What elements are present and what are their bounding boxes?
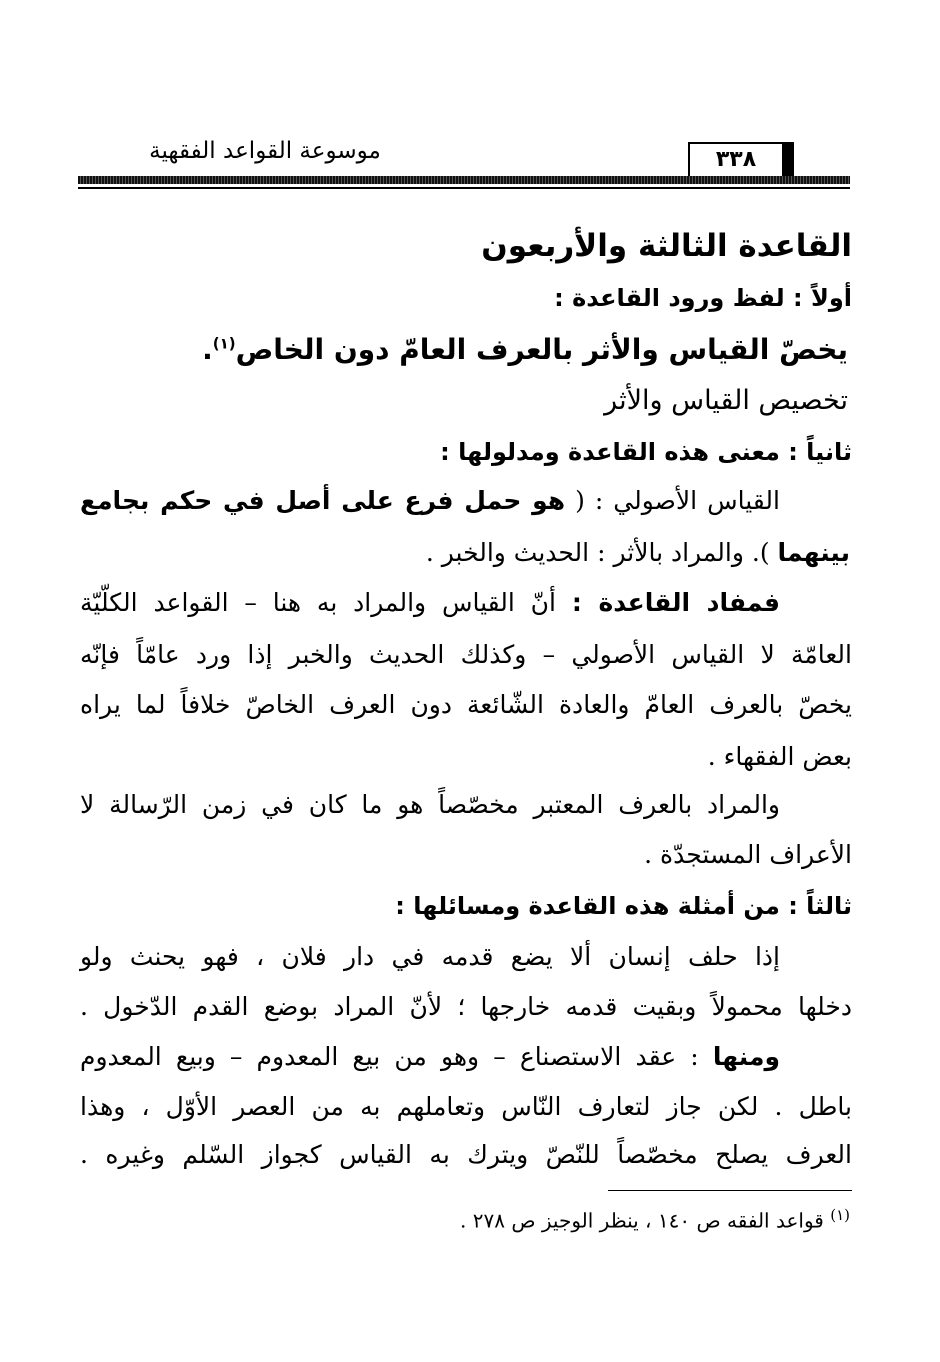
footnote-separator [608,1190,852,1191]
paragraph-2-line-3: يخصّ بالعرف العامّ والعادة الشّائعة دون العرف الخاصّ خلافاً لما يراه [80,690,852,719]
rule-heading: القاعدة الثالثة والأربعون [481,228,852,264]
footnote-text: قواعد الفقه ص ١٤٠ ، ينظر الوجيز ص ٢٧٨ . [460,1208,824,1233]
running-header-title: موسوعة القواعد الفقهية [149,138,381,164]
analogy-definition-end: بينهما [777,538,850,567]
paragraph-2-line-2: العامّة لا القياس الأصولي – وكذلك الحديث والخبر إذا ورد عامّاً فإنّه [80,640,852,669]
paragraph-5-line-1 [80,1042,780,1072]
rule-statement [202,333,848,367]
header-rule-thick [78,176,850,184]
paragraph-1-text: القياس الأصولي : ( [575,486,780,515]
paragraph-3-line-1: والمراد بالعرف المعتبر مخصّصاً هو ما كان في زمن الرّسالة لا [80,790,780,819]
section-heading-3: ثالثاً : من أمثلة هذه القاعدة ومسائلها : [395,892,852,920]
paragraph-5-line-2: باطل . لكن جاز لتعارف النّاس وتعاملهم به من العصر الأوّل ، وهذا [80,1092,852,1121]
footnote-reference: (١) [212,334,236,353]
paragraph-5-text-1: : عقد الاستصناع – وهو من بيع المعدوم – وبيع المعدوم [80,1042,699,1071]
rule-statement-text: يخصّ القياس والأثر بالعرف العامّ دون الخاص [235,333,848,366]
paragraph-5-lead: ومنها [712,1042,780,1071]
alternate-wording: تخصيص القياس والأثر [604,385,848,416]
paragraph-4-line-2: دخلها محمولاً وبقيت قدمه خارجها ؛ لأنّ المراد بوضع القدم الدّخول . [80,992,852,1021]
section-heading-2: ثانياً : معنى هذه القاعدة ومدلولها : [440,438,852,466]
section-heading-1: أولاً : لفظ ورود القاعدة : [554,284,852,312]
analogy-definition: هو حمل فرع على أصل في حكم بجامع [80,486,566,515]
header-rule-thin [78,187,850,189]
paragraph-1-line-1 [80,486,780,516]
footnote [460,1206,850,1233]
paragraph-2-text-1: أنّ القياس والمراد به هنا – القواعد الكلّيّة [80,588,556,617]
paragraph-4-line-1: إذا حلف إنسان ألا يضع قدمه في دار فلان ، فهو يحنث ولو [80,942,780,971]
paragraph-2-lead: فمفاد القاعدة : [571,588,780,617]
paragraph-1-line-2 [426,538,850,568]
paragraph-1-text-end: ). والمراد بالأثر : الحديث والخبر . [425,538,770,567]
paragraph-2-line-4: بعض الفقهاء . [707,742,852,771]
footnote-marker: (١) [830,1206,850,1224]
rule-statement-end: . [202,333,213,366]
page-number: ٣٣٨ [688,142,794,178]
paragraph-3-line-2: الأعراف المستجدّة . [644,840,852,869]
paragraph-2-line-1 [80,588,780,618]
paragraph-5-line-3: العرف يصلح مخصّصاً للنّصّ ويترك به القياس كجواز السّلم وغيره . [80,1140,852,1169]
